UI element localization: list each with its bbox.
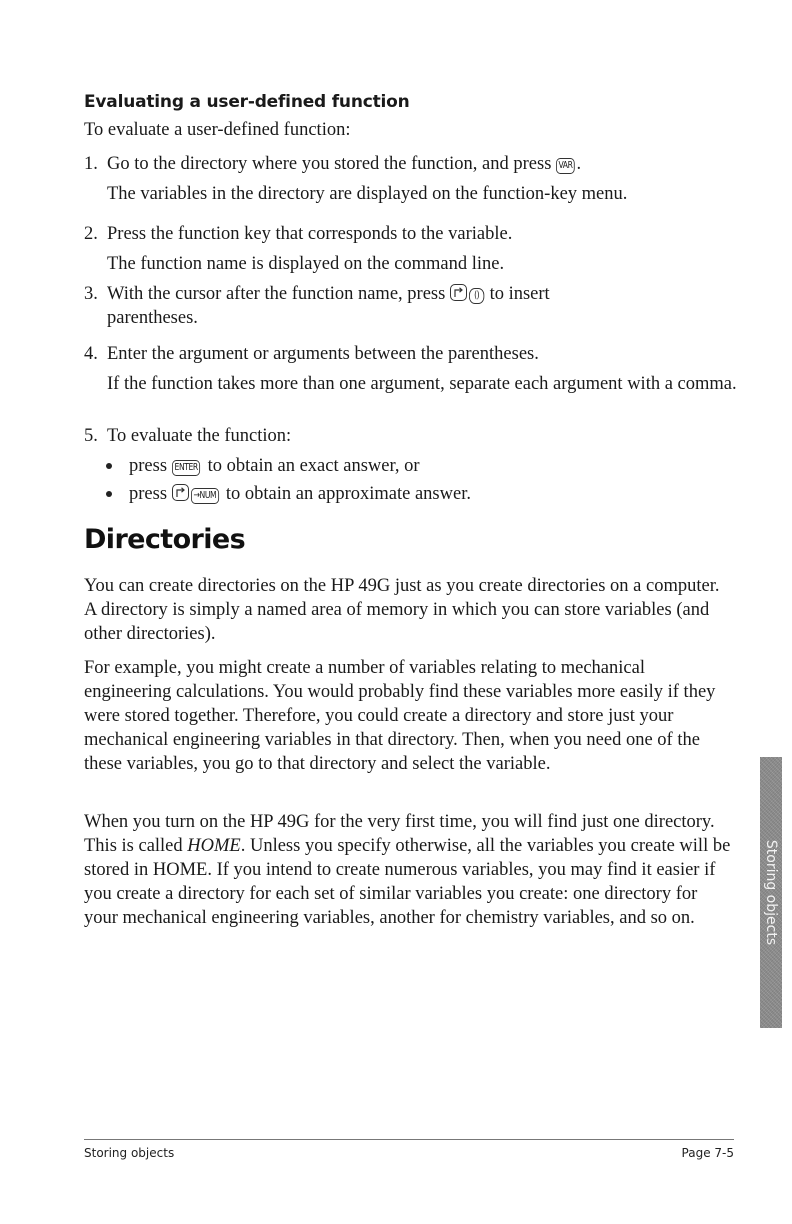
step-text-after: to insert: [489, 284, 550, 304]
step-3: [84, 282, 734, 332]
footer-page-number: Page 7-5: [681, 1146, 734, 1160]
step-number: 5.: [84, 426, 98, 446]
enter-key-icon: ENTER: [172, 460, 200, 476]
parentheses-key-icon: (): [469, 288, 484, 304]
step-text: With the cursor after the function name, press: [107, 284, 446, 304]
intro-text: To evaluate a user-defined function:: [84, 120, 351, 140]
paragraph-2: For example, you might create a number of variables relating to mechanical engineering calculations. You would probably find these variables more easily if they were stored together. Therefore, you could create a directory and store just your mechanical engineering variables in that directory. Then, when you need one of the these variables, you go to that directory and select the variable.: [84, 658, 716, 774]
bullet-exact: [106, 454, 726, 478]
step-subtext: The variables in the directory are displayed on the function-key menu.: [107, 184, 628, 204]
step-number: 3.: [84, 284, 98, 304]
punctuation: .: [576, 154, 582, 174]
home-term: HOME: [187, 836, 241, 856]
step-text-cont: parentheses.: [107, 308, 198, 328]
step-5: [84, 424, 734, 450]
directories-heading: Directories: [84, 524, 246, 555]
step-text: Press the function key that corresponds to the variable.: [107, 224, 513, 244]
step-number: 2.: [84, 224, 98, 244]
paragraph-1: You can create directories on the HP 49G just as you create directories on a computer. A directory is simply a named area of memory in which you can store variables (and other directories).: [84, 576, 720, 644]
right-shift-key-icon: [450, 284, 467, 301]
right-shift-key-icon: [172, 484, 189, 501]
bullet-icon: [106, 491, 112, 497]
bullet-icon: [106, 463, 112, 469]
paragraph-text: When you turn on the HP 49G for the very first time, you will find just one directory. This is called: [84, 812, 715, 856]
step-text: To evaluate the function:: [107, 426, 292, 446]
step-4: [84, 342, 737, 422]
bullet-text: press: [129, 484, 168, 504]
bullet-text: press: [129, 456, 168, 476]
step-1: [84, 152, 734, 208]
num-key-icon: →NUM: [191, 488, 219, 504]
bullet-approx: [106, 482, 726, 506]
step-text: Go to the directory where you stored the function, and press: [107, 154, 552, 174]
section-heading: Evaluating a user-defined function: [84, 92, 410, 112]
var-key-icon: VAR: [556, 158, 575, 174]
bullet-text: to obtain an exact answer, or: [207, 456, 420, 476]
paragraph-3: [84, 810, 734, 930]
step-text: Enter the argument or arguments between the parentheses.: [107, 344, 539, 364]
bullet-text: to obtain an approximate answer.: [225, 484, 471, 504]
footer-chapter: Storing objects: [84, 1146, 175, 1160]
paragraph-text: . Unless you specify otherwise, all the variables you create will be stored in HOME. If you intend to create numerous variables, you may find it easier if you create a directory for each set of similar variables you create: one directory for your mechanical engineering variables, another for chemistry variables, and so on.: [84, 836, 731, 928]
step-2: [84, 222, 734, 278]
side-tab-label: Storing objects: [763, 839, 779, 946]
step-number: 1.: [84, 154, 98, 174]
step-number: 4.: [84, 344, 98, 364]
step-subtext: The function name is displayed on the command line.: [107, 254, 505, 274]
step-subtext: If the function takes more than one argument, separate each argument with a comma.: [107, 374, 737, 394]
chapter-side-tab: [760, 757, 782, 1028]
footer-divider: [84, 1139, 734, 1140]
